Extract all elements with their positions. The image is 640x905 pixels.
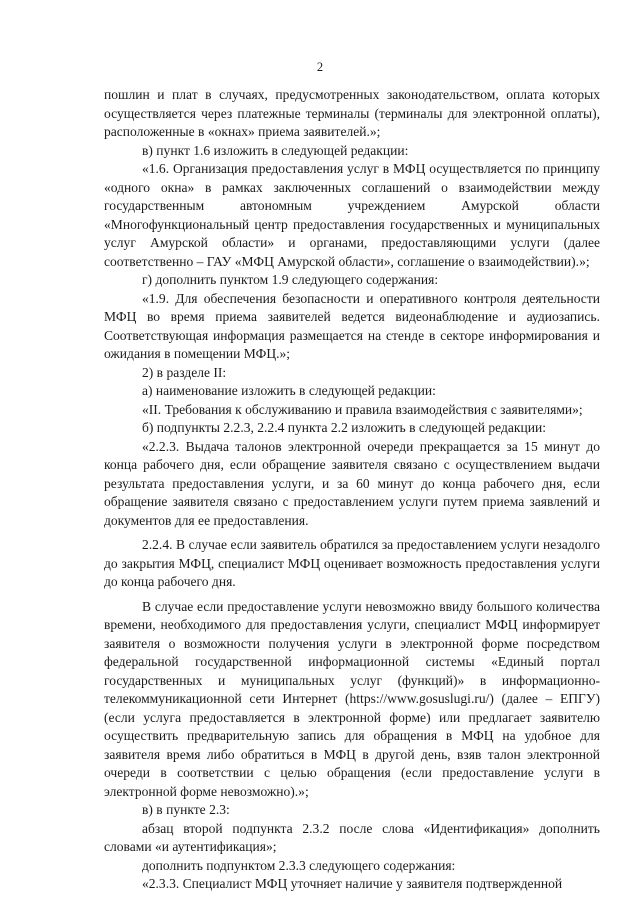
paragraph: б) подпункты 2.2.3, 2.2.4 пункта 2.2 изложить в следующей редакции: bbox=[142, 420, 546, 435]
paragraph: г) дополнить пунктом 1.9 следующего содержания: bbox=[142, 272, 439, 287]
document-body bbox=[104, 86, 600, 894]
paragraph: В случае если предоставление услуги невозможно ввиду большого количества времени, необходимого для предоставления услуги, специалист МФЦ информирует заявителя о возможности получения услуги в электронной форме посредством федеральной государственной информационной системы «Единый портал государственных и муниципальных услуг (функций)» в информационно-телекоммуникационной сети Интернет (https://www.gosuslugi.ru/) (далее – ЕПГУ) (если услуга предоставляется в электронной форме) или предлагает заявителю осуществить предварительную запись для обращения в МФЦ на удобное для заявителя время либо обратиться в МФЦ в другой день, взяв талон электронной очереди в соответствии с целью обращения (если предоставление услуги в электронной форме невозможно).»; bbox=[104, 598, 600, 799]
paragraph: а) наименование изложить в следующей редакции: bbox=[142, 383, 436, 398]
paragraph: «1.9. Для обеспечения безопасности и оперативного контроля деятельности МФЦ во время приема заявителей ведется видеонаблюдение и аудиозапись. Соответствующая информация размещается на стенде в секторе информирования и ожидания в помещении МФЦ.»; bbox=[104, 290, 600, 361]
paragraph: в) в пункте 2.3: bbox=[142, 802, 230, 817]
paragraph: «1.6. Организация предоставления услуг в МФЦ осуществляется по принципу «одного окна» в рамках заключенных соглашений о взаимодействии между государственным автономным учреждением Амурской области «Многофункциональный центр предоставления государственных и муниципальных услуг Амурской области» и органами, предоставляющими услуги (далее соответственно – ГАУ «МФЦ Амурской области», соглашение о взаимодействии).»; bbox=[104, 161, 600, 269]
paragraph: «II. Требования к обслуживанию и правила взаимодействия с заявителями»; bbox=[142, 401, 583, 417]
page-number: 2 bbox=[316, 60, 324, 74]
paragraph: в) пункт 1.6 изложить в следующей редакции: bbox=[142, 142, 409, 158]
paragraph: 2) в разделе II: bbox=[142, 364, 227, 380]
paragraph: «2.2.3. Выдача талонов электронной очереди прекращается за 15 минут до конца рабочего дня, если обращение заявителя связано с осуществлением выдачи результата предоставления услуги, и за 60 минут до конца рабочего дня, если обращение заявителя связано с предоставлением услуги путем приема заявлений и документов для ее предоставления. bbox=[104, 438, 600, 528]
paragraph: абзац второй подпункта 2.3.2 после слова «Идентификация» дополнить словами «и аутентификация»; bbox=[104, 820, 600, 854]
paragraph: пошлин и плат в случаях, предусмотренных законодательством, оплата которых осуществляется через платежные терминалы (терминалы для электронной оплаты), расположенные в «окнах» приема заявителей.»; bbox=[104, 87, 600, 139]
paragraph: 2.2.4. В случае если заявитель обратился за предоставлением услуги незадолго до закрытия МФЦ, специалист МФЦ оценивает возможность предоставления услуги до конца рабочего дня. bbox=[104, 537, 600, 589]
paragraph: «2.3.3. Специалист МФЦ уточняет наличие у заявителя подтвержденной bbox=[142, 876, 563, 891]
paragraph: дополнить подпунктом 2.3.3 следующего содержания: bbox=[142, 857, 456, 873]
